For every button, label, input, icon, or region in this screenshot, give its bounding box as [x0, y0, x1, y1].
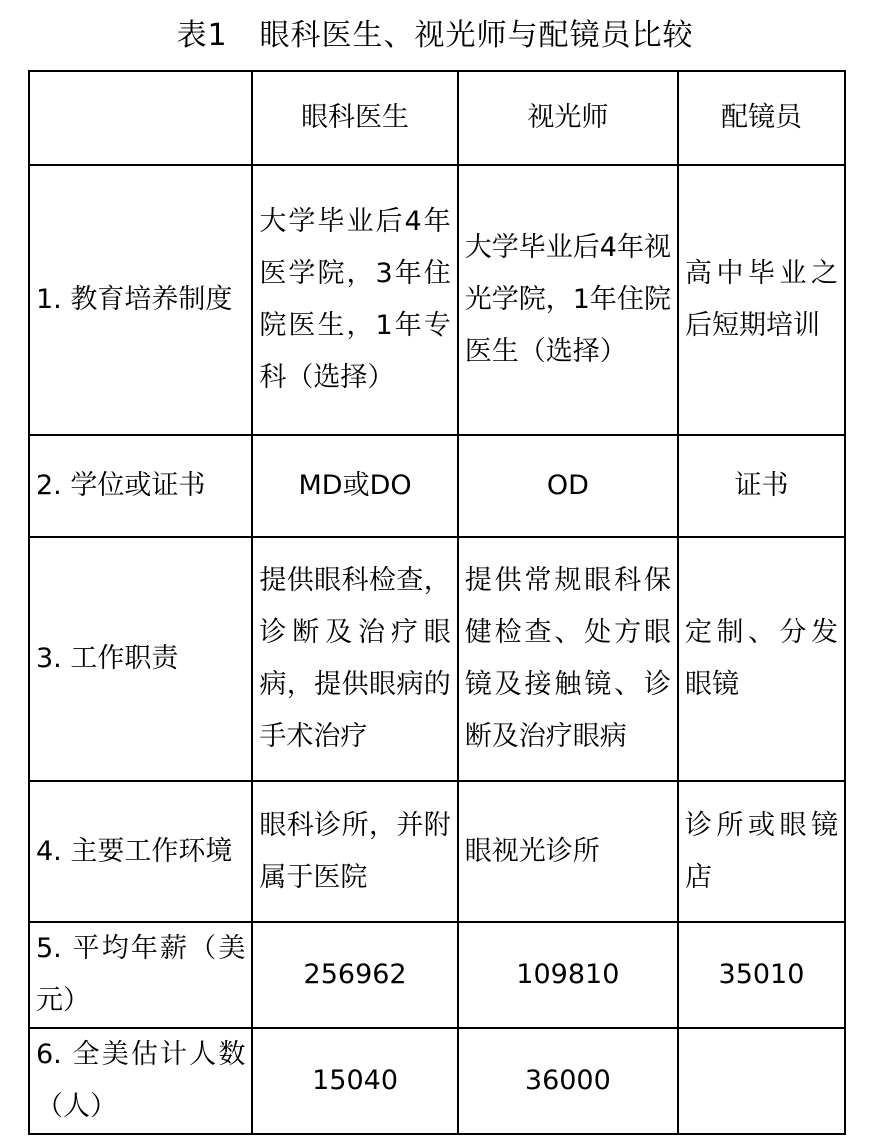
- cell-workplace-ophthalmologist: 眼科诊所，并附属于医院: [252, 781, 457, 922]
- cell-education-optometrist: 大学毕业后4年视光学院，1年住院医生（选择）: [458, 165, 678, 435]
- table-row: [29, 1028, 845, 1134]
- table-row: [29, 537, 845, 781]
- header-cell-optometrist: 视光师: [458, 71, 678, 165]
- cell-count-optometrist: 36000: [458, 1028, 678, 1134]
- header-cell-empty: [29, 71, 252, 165]
- cell-workplace-optometrist: 眼视光诊所: [458, 781, 678, 922]
- header-cell-optician: 配镜员: [678, 71, 845, 165]
- row-label-education: 1. 教育培养制度: [29, 165, 252, 435]
- table-row: [29, 165, 845, 435]
- row-label-workplace: 4. 主要工作环境: [29, 781, 252, 922]
- cell-count-ophthalmologist: 15040: [252, 1028, 457, 1134]
- table-row: [29, 781, 845, 922]
- cell-salary-optician: 35010: [678, 922, 845, 1028]
- row-label-degree: 2. 学位或证书: [29, 435, 252, 537]
- table-number: 表1: [176, 18, 228, 53]
- cell-degree-ophthalmologist: MD或DO: [252, 435, 457, 537]
- cell-duties-optician: 定制、分发眼镜: [678, 537, 845, 781]
- cell-salary-ophthalmologist: 256962: [252, 922, 457, 1028]
- cell-education-ophthalmologist: 大学毕业后4年医学院，3年住院医生，1年专科（选择）: [252, 165, 457, 435]
- cell-education-optician: 高中毕业之后短期培训: [678, 165, 845, 435]
- header-cell-ophthalmologist: 眼科医生: [252, 71, 457, 165]
- table-row: [29, 435, 845, 537]
- table-title: [0, 16, 870, 56]
- cell-duties-ophthalmologist: 提供眼科检查，诊断及治疗眼病，提供眼病的手术治疗: [252, 537, 457, 781]
- row-label-count: 6. 全美估计人数（人）: [29, 1028, 252, 1134]
- table-caption: 眼科医生、视光师与配镜员比较: [259, 18, 694, 53]
- cell-duties-optometrist: 提供常规眼科保健检查、处方眼镜及接触镜、诊断及治疗眼病: [458, 537, 678, 781]
- table-row: [29, 922, 845, 1028]
- cell-degree-optician: 证书: [678, 435, 845, 537]
- cell-workplace-optician: 诊所或眼镜店: [678, 781, 845, 922]
- cell-degree-optometrist: OD: [458, 435, 678, 537]
- comparison-table: [28, 70, 846, 1135]
- table-header-row: [29, 71, 845, 165]
- row-label-duties: 3. 工作职责: [29, 537, 252, 781]
- cell-count-optician: [678, 1028, 845, 1134]
- row-label-salary: 5. 平均年薪（美元）: [29, 922, 252, 1028]
- cell-salary-optometrist: 109810: [458, 922, 678, 1028]
